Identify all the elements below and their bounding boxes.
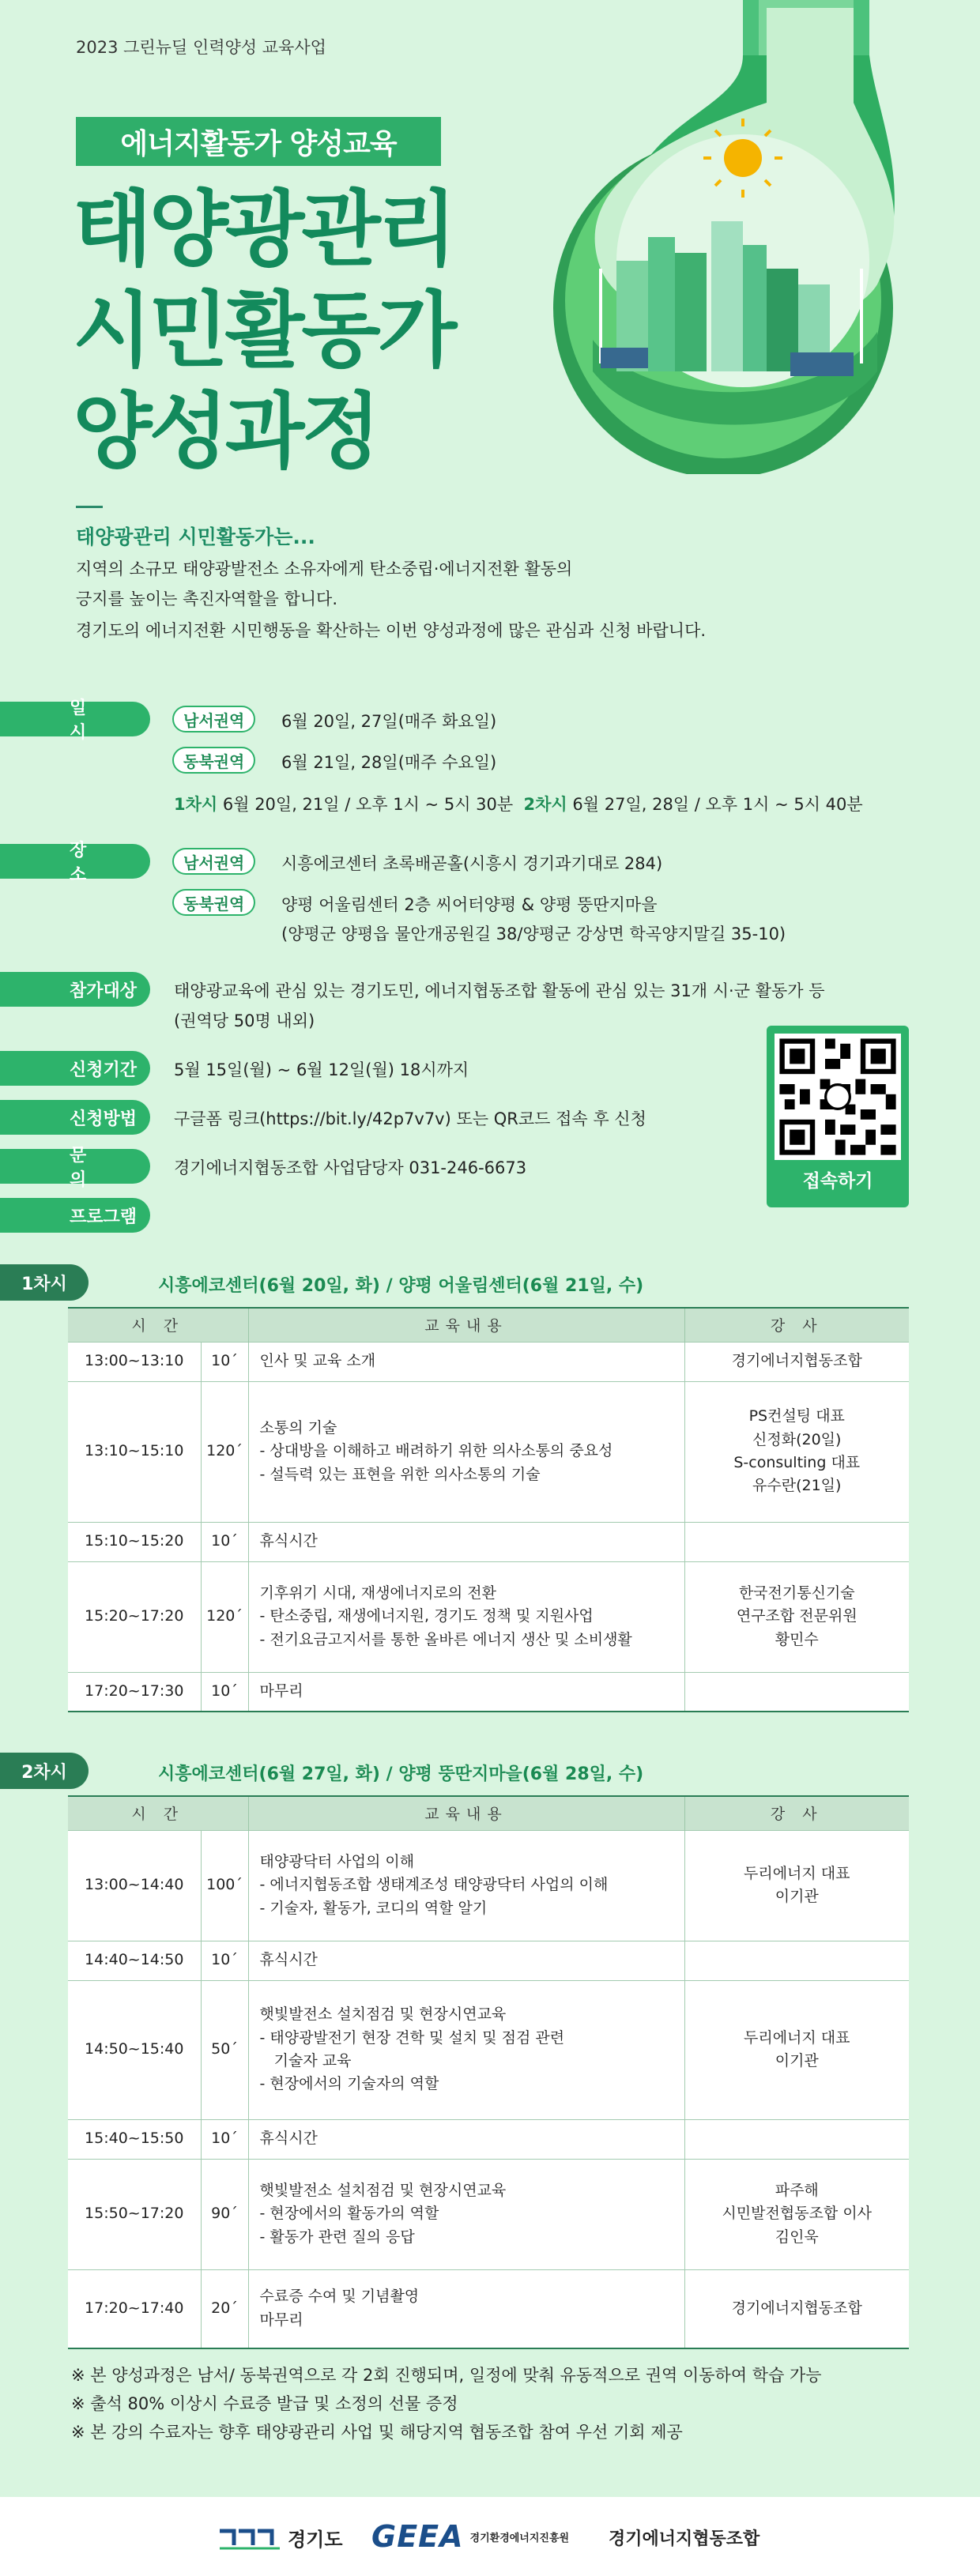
table-header-row	[68, 1309, 909, 1342]
table-row	[68, 1522, 909, 1561]
geea-mark: GEEA	[371, 2519, 464, 2554]
row-lecturer	[684, 1381, 909, 1522]
target-label: 참가대상	[0, 972, 150, 1007]
row-lecturer	[684, 1522, 909, 1561]
row-content	[248, 1941, 684, 1980]
lecturer-line: 신정화(20일)	[752, 1430, 842, 1448]
row-duration: 120´	[201, 1381, 248, 1522]
date-region-2-text: 6월 21일, 28일(매주 수요일)	[281, 753, 497, 772]
content-line: - 상대방을 이해하고 배려하기 위한 의사소통의 중요성	[259, 1442, 613, 1460]
table-header-row	[68, 1797, 909, 1830]
footer-logos	[0, 2497, 980, 2576]
note-1: ※ 본 양성과정은 남서/ 동북권역으로 각 2회 진행되며, 일정에 맞춰 유동적으로 권역 이동하여 학습 가능	[71, 2366, 822, 2385]
row-duration: 10´	[201, 1522, 248, 1561]
session-1-title: 시흥에코센터(6월 20일, 화) / 양평 어울림센터(6월 21일, 수)	[158, 1276, 644, 1296]
content-line: 휴식시간	[259, 1532, 318, 1550]
content-line: 마무리	[259, 1682, 303, 1700]
qr-access-label[interactable]: 접속하기	[802, 1171, 873, 1192]
row-duration: 10´	[201, 1342, 248, 1381]
row-time: 14:40~14:50	[68, 1941, 201, 1980]
row-content	[248, 1381, 684, 1522]
row-content	[248, 2119, 684, 2159]
place-label: 장 소	[0, 844, 150, 879]
lecturer-line: 연구조합 전문위원	[736, 1607, 858, 1625]
content-line: - 현장에서의 활동가의 역할	[259, 2205, 439, 2223]
date-region-2-pill: 동북권역	[172, 747, 255, 774]
row-time: 17:20~17:40	[68, 2269, 201, 2348]
content-line: 소통의 기술	[259, 1418, 337, 1437]
lightbulb-city-illustration	[506, 0, 933, 474]
lecturer-line: 두리에너지 대표	[743, 1864, 850, 1882]
intro-divider	[76, 506, 103, 508]
row-duration: 120´	[201, 1561, 248, 1672]
place-region-1-pill: 남서권역	[172, 848, 255, 875]
col-header-time: 시 간	[68, 1797, 248, 1830]
row-lecturer	[684, 1830, 909, 1941]
row-time: 13:00~13:10	[68, 1342, 201, 1381]
row-duration: 50´	[201, 1980, 248, 2119]
row-duration: 20´	[201, 2269, 248, 2348]
row-time: 17:20~17:30	[68, 1672, 201, 1712]
qr-code[interactable]	[775, 1034, 901, 1160]
table-row	[68, 1561, 909, 1672]
lecturer-line: PS컨설팅 대표	[748, 1407, 845, 1425]
contact-label: 문 의	[0, 1149, 150, 1184]
geea-logo	[371, 2519, 569, 2554]
content-line: 수료증 수여 및 기념촬영	[259, 2288, 420, 2306]
note-2: ※ 출석 80% 이상시 수료증 발급 및 소정의 선물 증정	[71, 2394, 458, 2413]
row-duration: 10´	[201, 2119, 248, 2159]
content-line: 휴식시간	[259, 2130, 318, 2148]
contact-text: 경기에너지협동조합 사업담당자 031-246-6673	[174, 1158, 527, 1177]
content-line: 기술자 교육	[259, 2052, 352, 2069]
row-lecturer	[684, 1561, 909, 1672]
content-line: - 활동가 관련 질의 응답	[259, 2228, 415, 2246]
gyeonggi-mark-icon	[218, 2526, 281, 2550]
row-lecturer	[684, 2269, 909, 2348]
session-times	[174, 792, 863, 815]
session-1-label: 1차시	[174, 795, 218, 814]
main-title-line-2: 시민활동가	[73, 282, 454, 378]
period-text: 5월 15일(월) ~ 6월 12일(월) 18시까지	[174, 1060, 469, 1079]
period-label: 신청기간	[0, 1051, 150, 1086]
table-row	[68, 1980, 909, 2119]
session-2-time: 6월 27일, 28일 / 오후 1시 ~ 5시 40분	[572, 795, 863, 814]
row-duration: 10´	[201, 1941, 248, 1980]
main-title-line-1: 태양광관리	[73, 181, 454, 277]
lecturer-line: 두리에너지 대표	[743, 2028, 850, 2047]
content-line: 햇빛발전소 설치점검 및 현장시연교육	[259, 2181, 507, 2199]
row-lecturer	[684, 1672, 909, 1712]
lecturer-line: 파주해	[775, 2181, 819, 2199]
session-2-title: 시흥에코센터(6월 27일, 화) / 양평 뚱딴지마을(6월 28일, 수)	[158, 1764, 644, 1784]
session-1-tag: 1차시	[0, 1264, 89, 1301]
content-line: - 전기요금고지서를 통한 올바른 에너지 생산 및 소비생활	[259, 1630, 632, 1648]
lecturer-line: 한국전기통신기술	[738, 1584, 855, 1602]
intro-heading: 태양광관리 시민활동가는...	[76, 525, 315, 548]
content-line: 휴식시간	[259, 1951, 318, 1969]
row-content	[248, 1342, 684, 1381]
row-time: 15:20~17:20	[68, 1561, 201, 1672]
main-title-line-3: 양성과정	[73, 383, 378, 480]
energy-coop-logo-text: 경기에너지협동조합	[609, 2529, 760, 2549]
course-banner: 에너지활동가 양성교육	[76, 117, 441, 166]
target-text: 태양광교육에 관심 있는 경기도민, 에너지협동조합 활동에 관심 있는 31개 시·군 활동가 등	[174, 981, 825, 1000]
row-lecturer	[684, 2159, 909, 2269]
lecturer-line: 황민수	[775, 1630, 819, 1648]
row-content	[248, 2269, 684, 2348]
place-region-2-address: (양평군 양평읍 물안개공원길 38/양평군 강상면 학곡양지말길 35-10)	[281, 925, 786, 943]
method-label: 신청방법	[0, 1100, 150, 1135]
intro-line-2: 긍지를 높이는 촉진자역할을 합니다.	[76, 589, 337, 608]
content-line: - 현장에서의 기술자의 역할	[259, 2075, 439, 2093]
row-content	[248, 1561, 684, 1672]
row-duration: 90´	[201, 2159, 248, 2269]
session-1-table	[68, 1309, 909, 1712]
session-2-tag: 2차시	[0, 1753, 89, 1789]
row-content	[248, 1830, 684, 1941]
row-time: 13:10~15:10	[68, 1381, 201, 1522]
intro-line-3: 경기도의 에너지전환 시민행동을 확산하는 이번 양성과정에 많은 관심과 신청 바랍니다.	[76, 621, 707, 640]
row-content	[248, 1672, 684, 1712]
col-header-content: 교육내용	[248, 1797, 684, 1830]
row-content	[248, 2159, 684, 2269]
row-lecturer	[684, 1342, 909, 1381]
session-2-table	[68, 1797, 909, 2349]
gyeonggi-logo-text: 경기도	[288, 2529, 343, 2551]
row-content	[248, 1522, 684, 1561]
gyeonggi-energy-coop-logo	[609, 2525, 760, 2550]
session-2-label: 2차시	[523, 795, 567, 814]
row-lecturer	[684, 1941, 909, 1980]
sun-icon	[724, 139, 762, 177]
content-line: - 설득력 있는 표현을 위한 의사소통의 기술	[259, 1465, 541, 1483]
geea-logo-text: 경기환경에너지진흥원	[469, 2532, 570, 2544]
table-row	[68, 1342, 909, 1381]
date-region-1-pill: 남서권역	[172, 706, 255, 733]
col-header-lecturer: 강 사	[684, 1797, 909, 1830]
note-3: ※ 본 강의 수료자는 향후 태양광관리 사업 및 해당지역 협동조합 참여 우선 기회 제공	[71, 2423, 683, 2442]
place-region-1-text: 시흥에코센터 초록배곧홀(시흥시 경기과기대로 284)	[281, 854, 663, 873]
lecturer-line: 이기관	[775, 1888, 819, 1905]
row-duration: 10´	[201, 1672, 248, 1712]
row-time: 13:00~14:40	[68, 1830, 201, 1941]
content-line: 마무리	[259, 2310, 303, 2329]
session-1-time: 6월 20일, 21일 / 오후 1시 ~ 5시 30분	[222, 795, 514, 814]
content-line: 기후위기 시대, 재생에너지로의 전환	[259, 1584, 496, 1602]
content-line: - 기술자, 활동가, 코디의 역할 알기	[259, 1899, 488, 1917]
lecturer-line: 경기에너지협동조합	[731, 1352, 862, 1370]
row-time: 15:10~15:20	[68, 1522, 201, 1561]
row-lecturer	[684, 1980, 909, 2119]
row-time: 15:40~15:50	[68, 2119, 201, 2159]
date-label: 일 시	[0, 702, 150, 736]
method-text: 구글폼 링크(https://bit.ly/42p7v7v) 또는 QR코드 접속 후 신청	[174, 1109, 646, 1128]
content-line: 인사 및 교육 소개	[259, 1352, 376, 1370]
table-row	[68, 1830, 909, 1941]
program-label: 프로그램	[0, 1198, 150, 1233]
lecturer-line: 유수란(21일)	[752, 1477, 842, 1495]
place-region-2-text: 양평 어울림센터 2층 씨어터양평 & 양평 뚱딴지마을	[281, 895, 658, 914]
table-row	[68, 2119, 909, 2159]
row-duration: 100´	[201, 1830, 248, 1941]
lecturer-line: 시민발전협동조합 이사	[722, 2205, 873, 2223]
table-row	[68, 1941, 909, 1980]
row-content	[248, 1980, 684, 2119]
lecturer-line: 김인욱	[775, 2228, 819, 2246]
table-row	[68, 1672, 909, 1712]
gyeonggi-logo	[218, 2524, 343, 2552]
lecturer-line: 이기관	[775, 2052, 819, 2069]
table-row	[68, 2159, 909, 2269]
col-header-time: 시 간	[68, 1309, 248, 1342]
intro-line-1: 지역의 소규모 태양광발전소 소유자에게 탄소중립·에너지전환 활동의	[76, 559, 573, 578]
place-region-2-pill: 동북권역	[172, 889, 255, 916]
table-row	[68, 1381, 909, 1522]
target-capacity: (권역당 50명 내외)	[174, 1011, 315, 1030]
content-line: - 에너지협동조합 생태계조성 태양광닥터 사업의 이해	[259, 1876, 609, 1894]
content-line: 햇빛발전소 설치점검 및 현장시연교육	[259, 2005, 507, 2024]
content-line: - 태양광발전기 현장 견학 및 설치 및 점검 관련	[259, 2028, 565, 2047]
program-subtitle: 2023 그린뉴딜 인력양성 교육사업	[76, 38, 326, 57]
row-time: 14:50~15:40	[68, 1980, 201, 2119]
col-header-content: 교육내용	[248, 1309, 684, 1342]
row-lecturer	[684, 2119, 909, 2159]
lecturer-line: 경기에너지협동조합	[731, 2299, 862, 2318]
date-region-1-text: 6월 20일, 27일(매주 화요일)	[281, 712, 497, 731]
table-row	[68, 2269, 909, 2348]
col-header-lecturer: 강 사	[684, 1309, 909, 1342]
lecturer-line: S-consulting 대표	[733, 1454, 861, 1471]
content-line: 태양광닥터 사업의 이해	[259, 1852, 415, 1870]
content-line: - 탄소중립, 재생에너지원, 경기도 정책 및 지원사업	[259, 1607, 594, 1625]
row-time: 15:50~17:20	[68, 2159, 201, 2269]
